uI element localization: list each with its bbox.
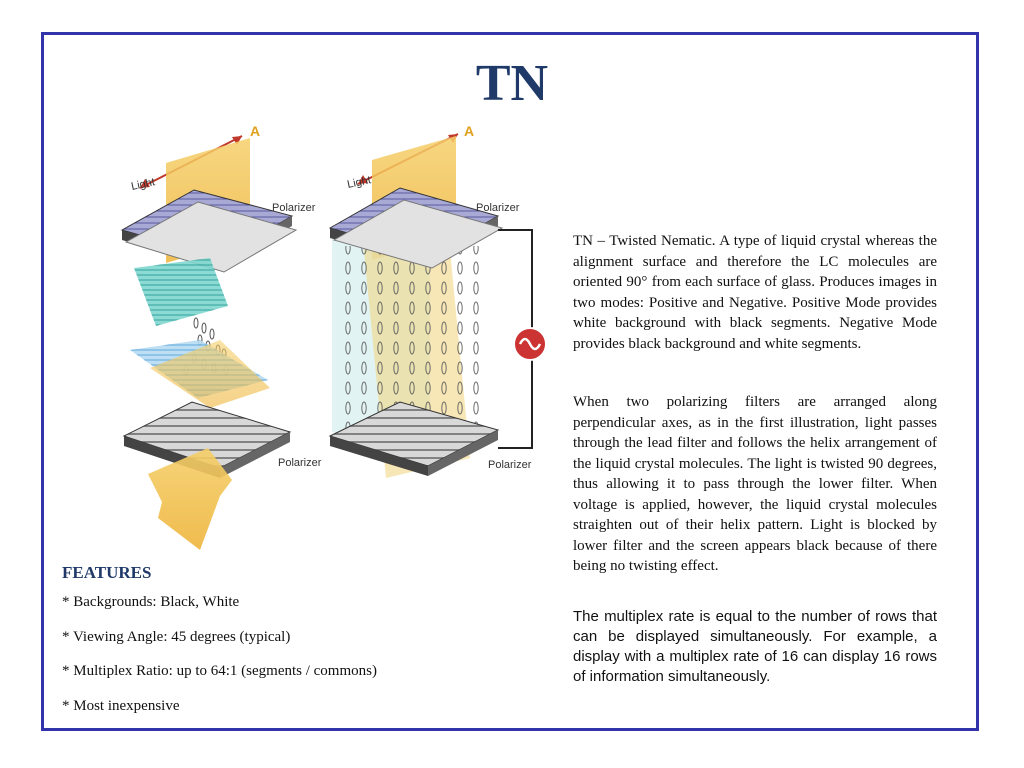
slide-title: TN bbox=[475, 55, 549, 112]
feature-item-multiplex-ratio: * Multiplex Ratio: up to 64:1 (segments / commons) bbox=[62, 663, 377, 679]
left-top-polarizer-label: Polarizer bbox=[272, 202, 316, 214]
right-assembly bbox=[330, 123, 545, 478]
right-light-label: Light bbox=[346, 174, 372, 191]
feature-item-viewing-angle: * Viewing Angle: 45 degrees (typical) bbox=[62, 628, 291, 645]
left-light-label: Light bbox=[130, 176, 156, 193]
left-assembly bbox=[122, 123, 322, 550]
feature-item-inexpensive: * Most inexpensive bbox=[62, 697, 180, 714]
features-section bbox=[62, 563, 377, 732]
tn-lcd-illustration bbox=[100, 118, 545, 550]
feature-item-backgrounds: * Backgrounds: Black, White bbox=[62, 594, 240, 610]
left-arrow-label: A bbox=[250, 123, 261, 139]
tn-definition-paragraph: TN – Twisted Nematic. A type of liquid crystal whereas the alignment surface and therefore the LC molecules are oriented 90° from each surface of glass. Produces images in two modes: Positive and Negative. Positive Mode provides white background with black segments. Negative Mode provides black background and white segments. bbox=[573, 233, 937, 352]
left-output-arrow bbox=[148, 448, 232, 550]
right-arrow-label: A bbox=[464, 123, 475, 139]
polarizing-paragraph: When two polarizing filters are arranged along perpendicular axes, as in the first illustration, light passes through the lead filter and follows the helix arrangement of the liquid crystal molecules. The light is twisted 90 degrees, thus allowing it to pass through the lower filter. When voltage is applied, however, the liquid crystal molecules straighten out of their helix pattern. Light is blocked by lower filter and the screen appears black because of there being no twisting effect. bbox=[573, 394, 937, 574]
right-top-polarizer-label: Polarizer bbox=[476, 202, 520, 214]
left-bottom-polarizer-label: Polarizer bbox=[278, 457, 322, 469]
right-bottom-polarizer-label: Polarizer bbox=[488, 459, 532, 471]
multiplex-paragraph: The multiplex rate is equal to the number of rows that can be displayed simultaneously. For example, a display with a multiplex rate of 16 can display 16 rows of information simultaneously. bbox=[573, 608, 937, 685]
features-heading: FEATURES bbox=[62, 563, 152, 582]
ac-source-icon bbox=[514, 328, 545, 360]
